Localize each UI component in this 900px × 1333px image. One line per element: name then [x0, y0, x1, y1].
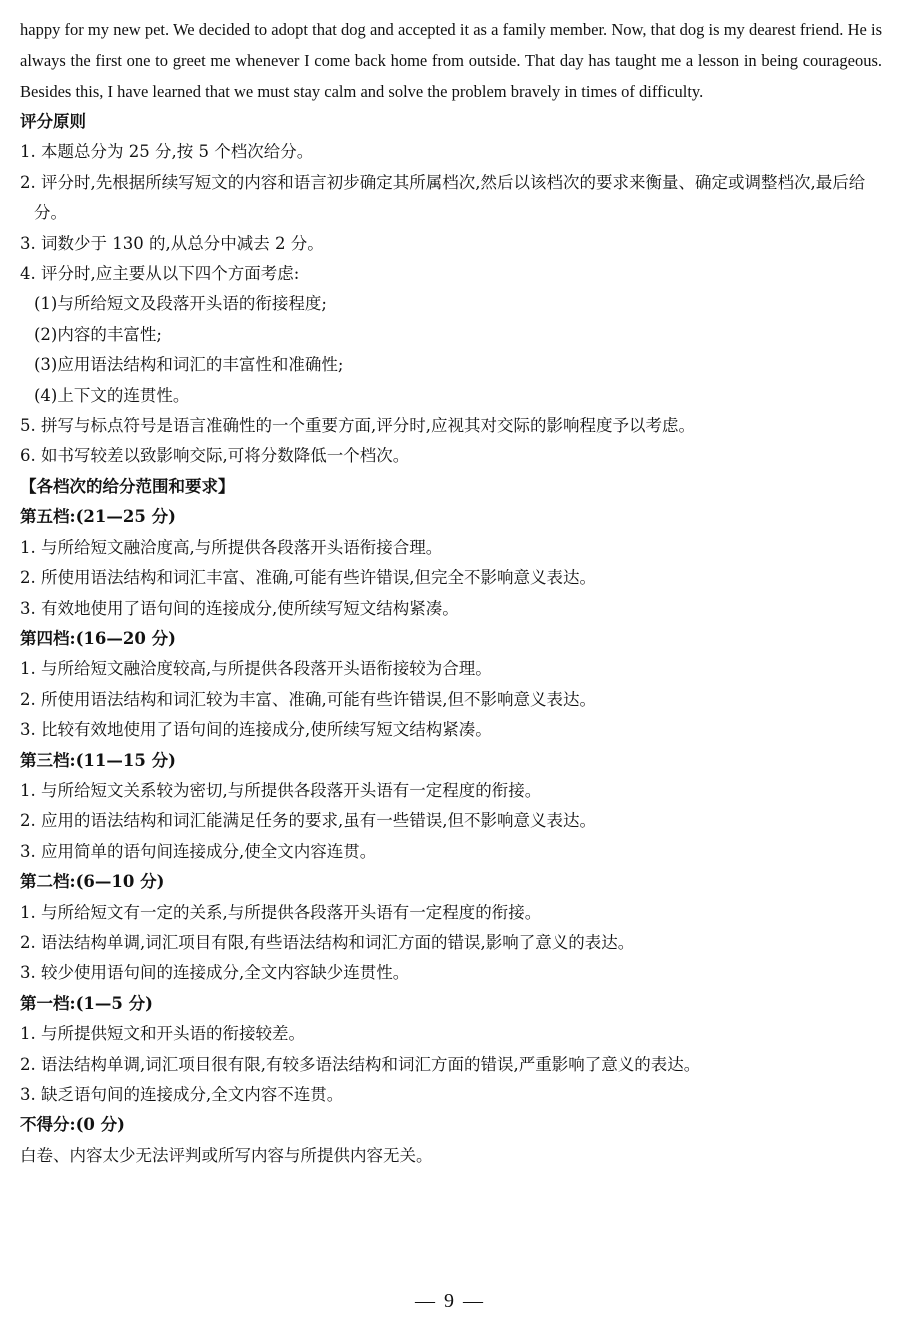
- principle-item: 4. 评分时,应主要从以下四个方面考虑:: [20, 264, 300, 284]
- band-item: 2. 所使用语法结构和词汇丰富、准确,可能有些许错误,但完全不影响意义表达。: [20, 568, 596, 588]
- principle-aspect: (4)上下文的连贯性。: [34, 385, 190, 405]
- principle-aspect: (1)与所给短文及段落开头语的衔接程度;: [34, 294, 327, 314]
- band-item: 1. 与所给短文融洽度较高,与所提供各段落开头语衔接较为合理。: [20, 659, 492, 679]
- band-5: [20, 502, 882, 624]
- band-1: [20, 989, 882, 1111]
- bands-heading: 【各档次的给分范围和要求】: [20, 476, 235, 496]
- band-item: 白卷、内容太少无法评判或所写内容与所提供内容无关。: [20, 1145, 433, 1165]
- principle-item: 2. 评分时,先根据所续写短文的内容和语言初步确定其所属档次,然后以该档次的要求来衡量、确定或调整档次,最后给分。: [20, 172, 866, 223]
- page-number: — 9 —: [415, 1290, 485, 1312]
- band-item: 1. 与所给短文融洽度高,与所提供各段落开头语衔接合理。: [20, 537, 443, 557]
- band-item: 3. 缺乏语句间的连接成分,全文内容不连贯。: [20, 1085, 344, 1104]
- band-title: 第二档:(6—10 分): [20, 872, 165, 892]
- band-item: 3. 有效地使用了语句间的连接成分,使所续写短文结构紧凑。: [20, 598, 459, 618]
- principle-item: 3. 词数少于 130 的,从总分中减去 2 分。: [20, 233, 324, 253]
- band-item: 1. 与所给短文有一定的关系,与所提供各段落开头语有一定程度的衔接。: [20, 902, 542, 922]
- principle-aspect: (3)应用语法结构和词汇的丰富性和准确性;: [34, 355, 344, 375]
- scoring-principles-heading: 评分原则: [20, 112, 86, 131]
- band-item: 1. 与所给短文关系较为密切,与所提供各段落开头语有一定程度的衔接。: [20, 780, 542, 800]
- band-title: 第五档:(21—25 分): [20, 507, 176, 527]
- band-title: 不得分:(0 分): [20, 1115, 125, 1135]
- band-item: 1. 与所提供短文和开头语的衔接较差。: [20, 1024, 305, 1044]
- band-title: 第三档:(11—15 分): [20, 750, 176, 770]
- band-item: 3. 应用简单的语句间连接成分,使全文内容连贯。: [20, 841, 377, 861]
- band-item: 2. 语法结构单调,词汇项目很有限,有较多语法结构和词汇方面的错误,严重影响了意义的表达。: [20, 1054, 701, 1074]
- document-page: [20, 14, 882, 1171]
- principle-item: 5. 拼写与标点符号是语言准确性的一个重要方面,评分时,应视其对交际的影响程度予以考虑。: [20, 416, 695, 436]
- band-3: [20, 746, 882, 868]
- principle-item: 1. 本题总分为 25 分,按 5 个档次给分。: [20, 142, 314, 162]
- band-item: 2. 应用的语法结构和词汇能满足任务的要求,虽有一些错误,但不影响意义表达。: [20, 811, 596, 831]
- essay-ending-paragraph: happy for my new pet. We decided to adopt that dog and accepted it as a family member. Now, that dog is my dearest friend. He is always the first one to greet me whenever I come back home from outside. That day has taught me a lesson in being courageous. Besides this, I have learned that we must stay calm and solve the problem bravely in times of difficulty.: [20, 20, 882, 101]
- band-title: 第四档:(16—20 分): [20, 628, 176, 648]
- band-item: 3. 比较有效地使用了语句间的连接成分,使所续写短文结构紧凑。: [20, 720, 492, 740]
- band-4: [20, 624, 882, 746]
- scoring-principles-section: [20, 107, 882, 472]
- principle-aspect: (2)内容的丰富性;: [34, 324, 162, 344]
- band-item: 3. 较少使用语句间的连接成分,全文内容缺少连贯性。: [20, 963, 410, 983]
- band-item: 2. 语法结构单调,词汇项目有限,有些语法结构和词汇方面的错误,影响了意义的表达。: [20, 932, 635, 952]
- band-0: [20, 1110, 882, 1171]
- band-2: [20, 867, 882, 989]
- band-title: 第一档:(1—5 分): [20, 993, 153, 1013]
- band-item: 2. 所使用语法结构和词汇较为丰富、准确,可能有些许错误,但不影响意义表达。: [20, 689, 596, 709]
- principle-item: 6. 如书写较差以致影响交际,可将分数降低一个档次。: [20, 446, 410, 466]
- bands-section: [20, 472, 882, 1171]
